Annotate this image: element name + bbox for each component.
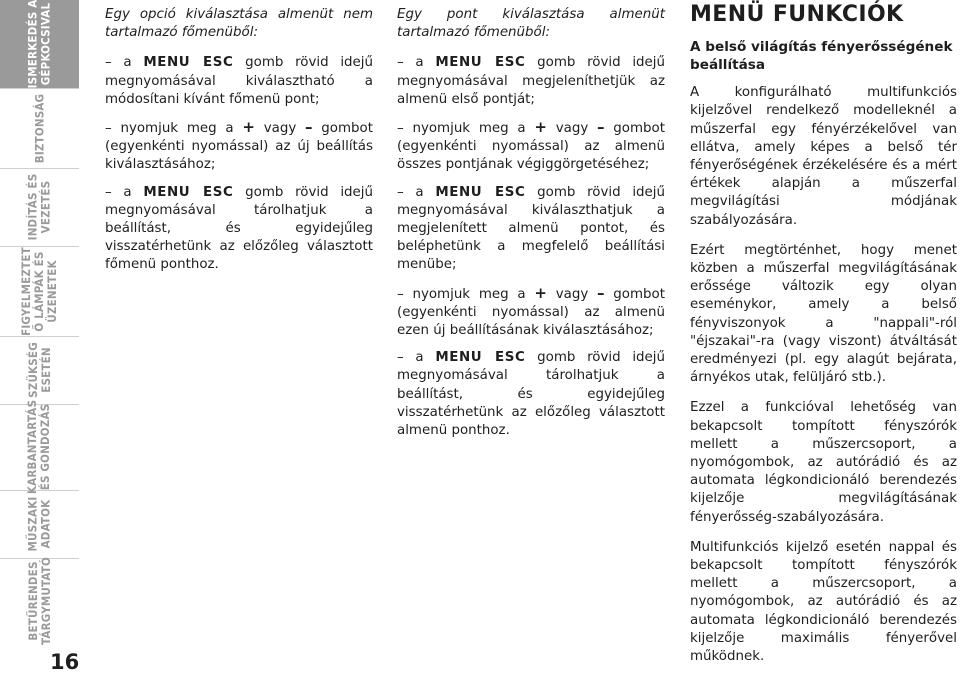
item-prefix: – a: [105, 184, 132, 200]
list-item: [397, 118, 665, 175]
column-2: [397, 6, 665, 449]
page-number: 16: [50, 650, 80, 674]
item-text: gomb rövid idejű megnyomásával megjeleníthetjük az almenü első pontját;: [397, 55, 666, 107]
item-prefix: – nyomjuk meg a: [105, 121, 234, 137]
item-prefix: – a: [397, 184, 424, 200]
item-prefix: – a: [397, 350, 424, 366]
item-text: gombot (egyenkénti nyomással) az új beállítás kiválasztásához;: [105, 121, 373, 173]
tab-ismerkedes[interactable]: [0, 0, 79, 89]
key-name: MENU ESC: [435, 350, 526, 366]
section-subtitle: A belső világítás fényerősségének beállítása: [690, 39, 953, 74]
list-item: [397, 184, 665, 275]
item-prefix: – nyomjuk meg a: [397, 121, 526, 137]
item-text: gombot (egyenkénti nyomással) az almenü ezen új beállításának kiválasztásához;: [397, 286, 665, 339]
item-prefix: – a: [105, 55, 132, 71]
paragraph: Ezzel a funkcióval lehetőség van bekapcsolt tompított fényszórók mellett a műszercsoport, a nyomógombok, az autórádió és az automata légkondicionáló berendezés kijelzője megvilágításának fényerősség-szabályozására.: [690, 400, 957, 525]
plus-key: +: [242, 118, 255, 137]
column-3: [690, 2, 957, 678]
list-item: [397, 349, 665, 440]
intro-text: Egy pont kiválasztása almenüt tartalmazó főmenüből:: [397, 7, 665, 41]
minus-key: –: [597, 118, 605, 137]
key-name: MENU ESC: [143, 184, 234, 200]
tab-label: ISMERKEDÉS A GÉPKOCSIVAL: [25, 0, 53, 89]
paragraph: A konfigurálható multifunkciós kijelzővel rendelkező modelleknél a műszerfal egy fényérzékelővel van ellátva, amely képes a belső tér fényerőségének érzékelésére és a mért értékek alapján a műszerfal megvilágítási módjának szabályozására.: [690, 85, 957, 228]
tab-label: BIZTONSÁG: [32, 93, 46, 163]
tab-karbantartas[interactable]: [0, 399, 79, 495]
list-item: [105, 54, 373, 109]
tab-biztonsag[interactable]: [0, 88, 79, 169]
item-text: gomb rövid idejű megnyomásával tárolhatjuk a beállítást, és egyidejűleg visszatérhetünk az előzőleg választott főmenü ponthoz.: [105, 184, 374, 273]
tab-szukseg[interactable]: [0, 336, 79, 405]
list-item: [105, 184, 373, 275]
item-text: gomb rövid idejű megnyomásával tárolhatjuk a beállítást, és egyidejűleg visszatérhetünk az előzőleg választott almenü ponthoz.: [397, 350, 666, 439]
tab-label: BETŰRENDES TÁRGYMUTATÓ: [25, 557, 53, 645]
item-prefix: – a: [397, 55, 424, 71]
tab-figyelmeztet[interactable]: [0, 246, 79, 337]
column-1: [105, 6, 373, 284]
plus-key: +: [534, 118, 547, 137]
tab-label: SZÜKSÉG ESETÉN: [25, 342, 53, 398]
section-sidebar: [0, 0, 79, 676]
paragraph: Ezért megtörténhet, hogy menet közben a műszerfal megvilágításának erőssége változik egy olyan eseménykor, amely a belső fényviszonyok a "nappali"-ról "éjszakai"-ra (vagy viszont) átváltását eredményezi (pl. egy alagút bejárata, árnyékos utak, felüljáró stb.).: [690, 242, 957, 386]
list-item: [397, 284, 665, 341]
item-text: gomb rövid idejű megnyomásával kiválaszthatjuk a megjelenített almenü pontot, és beléphetünk a megfelelő beállítási menübe;: [397, 184, 666, 273]
list-item: [105, 118, 373, 175]
tab-label: FIGYELMEZTET Ő LÁMPÁK ÉS ÜZENETEK: [19, 246, 60, 336]
tab-label: INDÍTÁS ÉS VEZETÉS: [25, 173, 53, 241]
minus-key: –: [305, 118, 313, 137]
item-mid: vagy: [555, 286, 589, 302]
paragraph: Multifunkciós kijelző esetén nappal és bekapcsolt tompított fényszórók mellett a műszercsoport, a nyomógombok, az autórádió és az automata légkondicionáló berendezés kijelzője maximális fényerővel működnek.: [690, 539, 957, 665]
tab-betunrendes[interactable]: [0, 558, 79, 644]
tab-inditas[interactable]: [0, 168, 79, 247]
item-prefix: – nyomjuk meg a: [397, 286, 526, 302]
list-item: [397, 54, 665, 109]
item-text: gomb rövid idejű megnyomásával kiválasztható a módosítani kívánt főmenü pont;: [105, 55, 374, 107]
tab-label: KARBANTARTÁS ÉS GONDOZÁS: [25, 399, 53, 495]
tab-muszaki[interactable]: [0, 490, 79, 559]
plus-key: +: [534, 283, 547, 302]
intro-text: Egy opció kiválasztása almenüt nem tartalmazó főmenüből:: [105, 7, 373, 41]
key-name: MENU ESC: [435, 184, 526, 200]
key-name: MENU ESC: [143, 55, 234, 71]
item-mid: vagy: [263, 121, 297, 137]
key-name: MENU ESC: [435, 55, 526, 71]
item-mid: vagy: [555, 121, 589, 137]
item-text: gombot (egyenkénti nyomással) az almenü összes pontjának végiggörgetéséhez;: [397, 121, 665, 173]
section-title: MENÜ FUNKCIÓK: [690, 2, 904, 27]
tab-label: MŰSZAKI ADATOK: [25, 496, 53, 552]
minus-key: –: [597, 283, 605, 302]
